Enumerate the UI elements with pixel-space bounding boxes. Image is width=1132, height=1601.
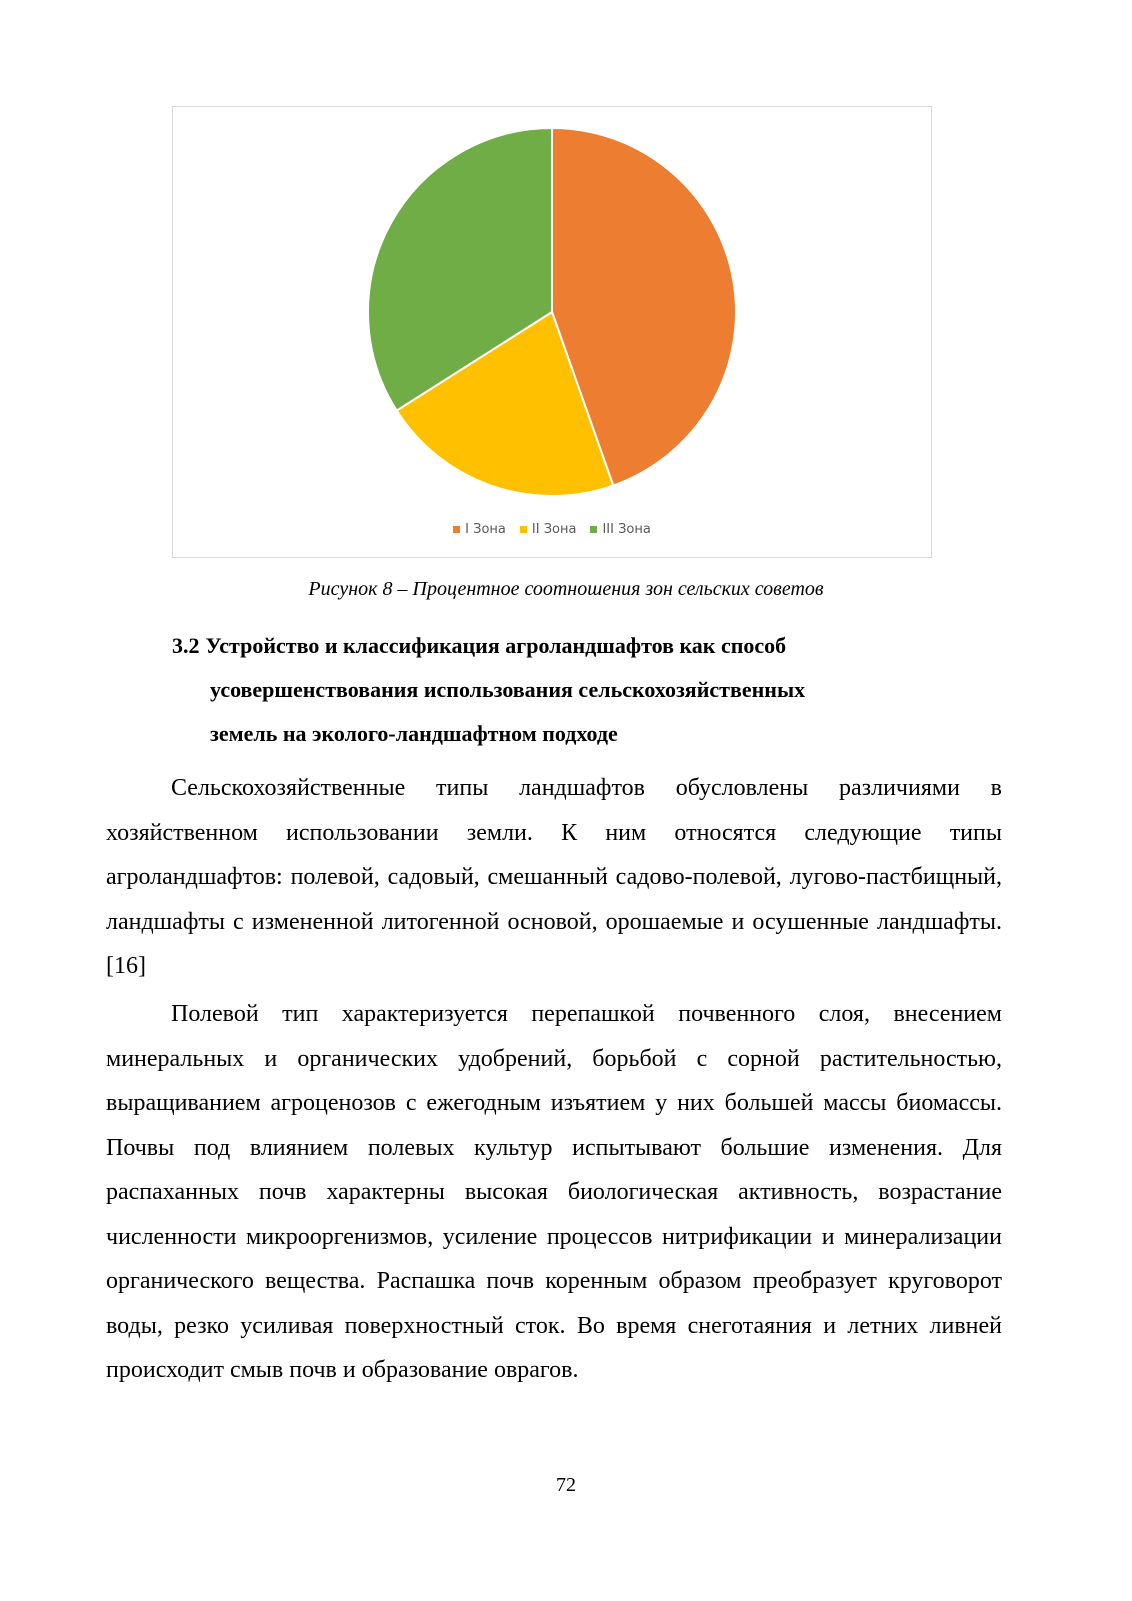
legend-swatch-zone-3 [590,526,597,533]
page-number: 72 [556,1474,576,1496]
pie-chart-svg [173,107,933,559]
legend-item-zone-3 [590,522,650,537]
paragraph-2: Полевой тип характеризуется перепашкой почвенного слоя, внесением минеральных и органических удобрений, борьбой с сорной растительностью, выращиванием агроценозов с ежегодным изъятием у них большей массы биомассы. Почвы под влиянием полевых культур испытывают большие изменения. Для распаханных почв характерны высокая биологическая активность, возрастание численности микрооргенизмов, усиление процессов нитрификации и минерализации органического вещества. Распашка почв коренным образом преобразует круговорот воды, резко усиливая поверхностный сток. Во время снеготаяния и летних ливней происходит смыв почв и образование оврагов. [106,1001,1002,1383]
section-title-line-2: усовершенствования использования сельскохозяйственных [210,677,806,702]
section-number: 3.2 [172,633,200,658]
figure-caption: Рисунок 8 – Процентное соотношения зон сельских советов [308,578,824,600]
paragraph-1-block [106,766,1002,989]
chart-legend [173,522,931,537]
legend-label-zone-1: I Зона [465,522,506,537]
legend-item-zone-2 [520,522,577,537]
legend-label-zone-2: II Зона [531,522,577,537]
legend-label-zone-3: III Зона [602,522,651,537]
paragraph-1: Сельскохозяйственные типы ландшафтов обусловлены различиями в хозяйственном использовании земли. К ним относятся следующие типы агроландшафтов: полевой, садовый, смешанный садово-полевой, лугово-пастбищный, ландшафты с измененной литогенной основой, орошаемые и осушенные ландшафты.[16] [106,775,1002,979]
section-title-line-1: Устройство и классификация агроландшафтов как способ [205,633,787,658]
section-heading [172,624,1002,756]
legend-swatch-zone-1 [453,526,460,533]
section-title-line-3: земель на эколого-ландшафтном подходе [210,721,618,746]
legend-item-zone-1 [453,522,506,537]
paragraph-2-block [106,992,1002,1393]
legend-swatch-zone-2 [520,526,527,533]
pie-chart [172,106,932,558]
